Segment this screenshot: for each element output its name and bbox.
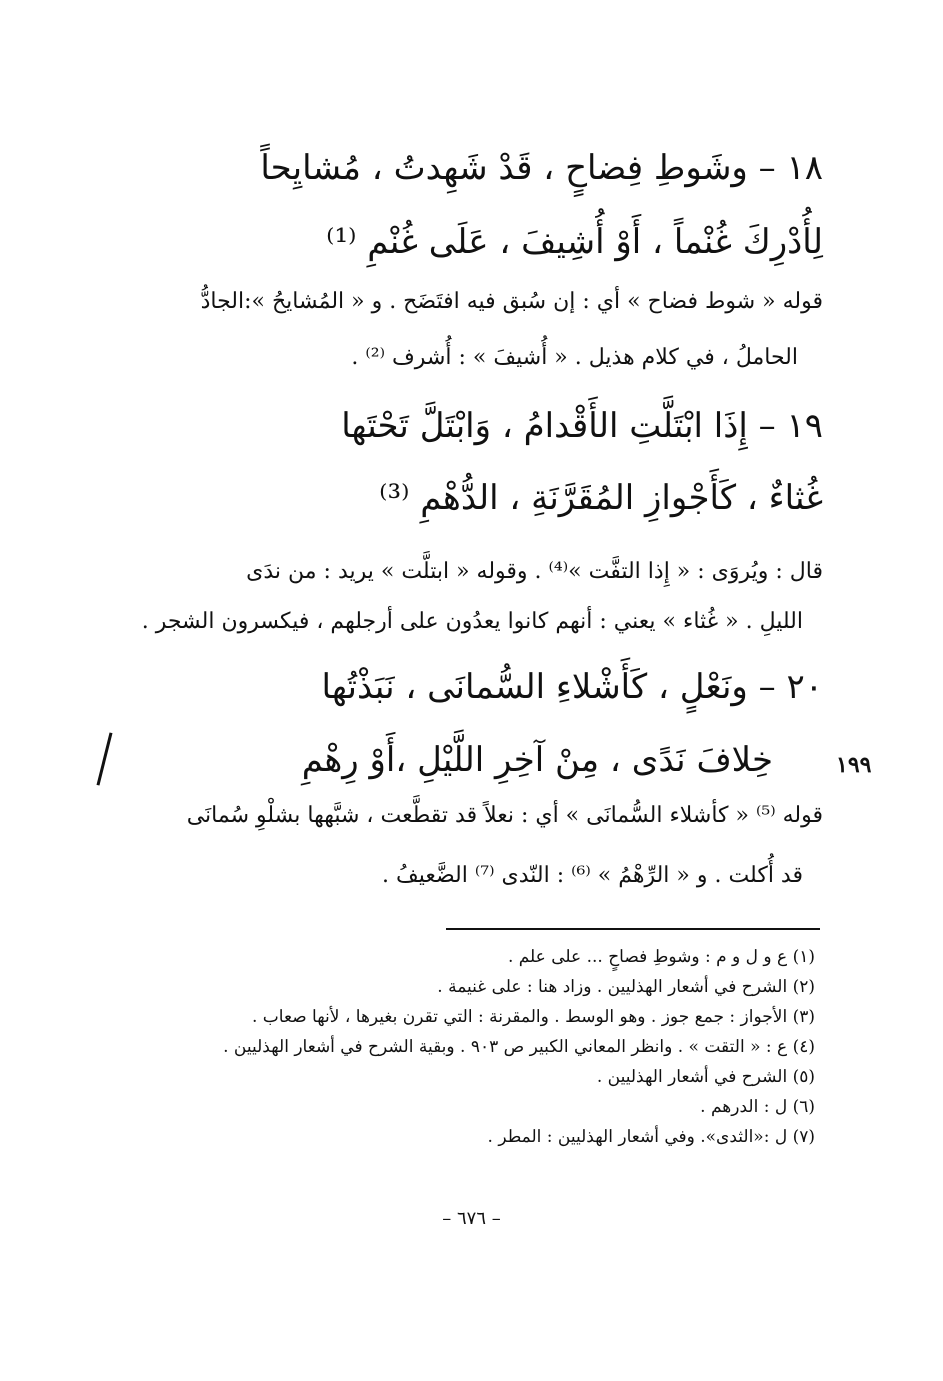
footnote-4: (٤) ع : « التقت » . وانظر المعاني الكبير ص ٩٠٣ . وبقية الشرح في أشعار الهذليين . <box>223 1037 815 1057</box>
footnote-1: (١) ع و ل و م : وشوطِ فصاحٍ ... على علم . <box>507 947 815 967</box>
commentary-verse-20-line-2: قد أُكلت . و « الرِّهْمُ » ⁽⁶⁾ : النّدى ⁽⁷⁾ الضَّعيفُ . <box>381 863 803 888</box>
commentary-verse-20-line-1: قوله ⁽⁵⁾ « كأشلاء السُّمانَى » أي : نعلاً قد تقطَّعت ، شبَّهها بشلْوِ سُمانَى <box>186 803 823 828</box>
footnote-5: (٥) الشرح في أشعار الهذليين . <box>596 1067 815 1087</box>
verse-18-second-hemistich: لِأُدْرِكَ غُنْماً ، أَوْ أُشِيفَ ، عَلَى غُنْمِ ⁽¹⁾ <box>326 222 823 262</box>
verse-19-first-hemistich: ١٩ – إِذَا ابْتَلَّتِ الأَقْدامُ ، وَابْتَلَّ تَحْتَها <box>341 406 823 446</box>
footnote-7: (٧) ل :«الثدى». وفي أشعار الهذليين : المطر . <box>487 1127 815 1147</box>
page-number: – ٦٧٦ – <box>442 1208 501 1229</box>
verse-18-first-hemistich: ١٨ – وشَوطِ فِضاحٍ ، قَدْ شَهِدتُ ، مُشايِحاً <box>260 148 823 188</box>
commentary-verse-19-line-2: الليلِ . « غُثاء » يعني : أنهم كانوا يعدُون على أرجلهم ، فيكسرون الشجر . <box>141 609 803 634</box>
margin-page-break-mark <box>97 732 113 785</box>
verse-20-first-hemistich: ٢٠ – ونَعْلٍ ، كَأَشْلاءِ السُّمانَى ، نَبَذْتُها <box>321 667 823 707</box>
commentary-verse-18-line-2: الحاملُ ، في كلام هذيل . « أُشيفَ » : أُشرف ⁽²⁾ . <box>351 345 798 370</box>
commentary-verse-18-line-1: قوله « شوط فضاح » أي : إن سُبق فيه افتَضَح . و « المُشايحُ »:الجادُّ <box>200 289 823 314</box>
verse-20-second-hemistich: خِلافَ نَدًى ، مِنْ آخِرِ اللَّيْلِ ،أَوْ رِهْمِ <box>301 740 773 780</box>
footnote-6: (٦) ل : الدرهم . <box>700 1097 815 1117</box>
footnote-2: (٢) الشرح في أشعار الهذليين . وزاد هنا : على غنيمة . <box>437 977 815 997</box>
verse-19-second-hemistich: غُثاءٌ ، كَأَجْوازِ المُقَرَّنَةِ ، الدُّهْمِ ⁽³⁾ <box>379 478 823 518</box>
footnote-3: (٣) الأجواز : جمع جوز . وهو الوسط . والمقرنة : التي تقرن بغيرها ، لأنها صعاب . <box>252 1007 815 1027</box>
footnotes <box>223 944 815 1154</box>
footnote-divider <box>446 928 820 930</box>
commentary-verse-19-line-1: قال : ويُروَى : « إِذا التفَّت »⁽⁴⁾ . وقوله « ابتلَّت » يريد : من ندَى <box>246 559 823 584</box>
margin-page-reference: ١٩٩ <box>836 752 872 778</box>
